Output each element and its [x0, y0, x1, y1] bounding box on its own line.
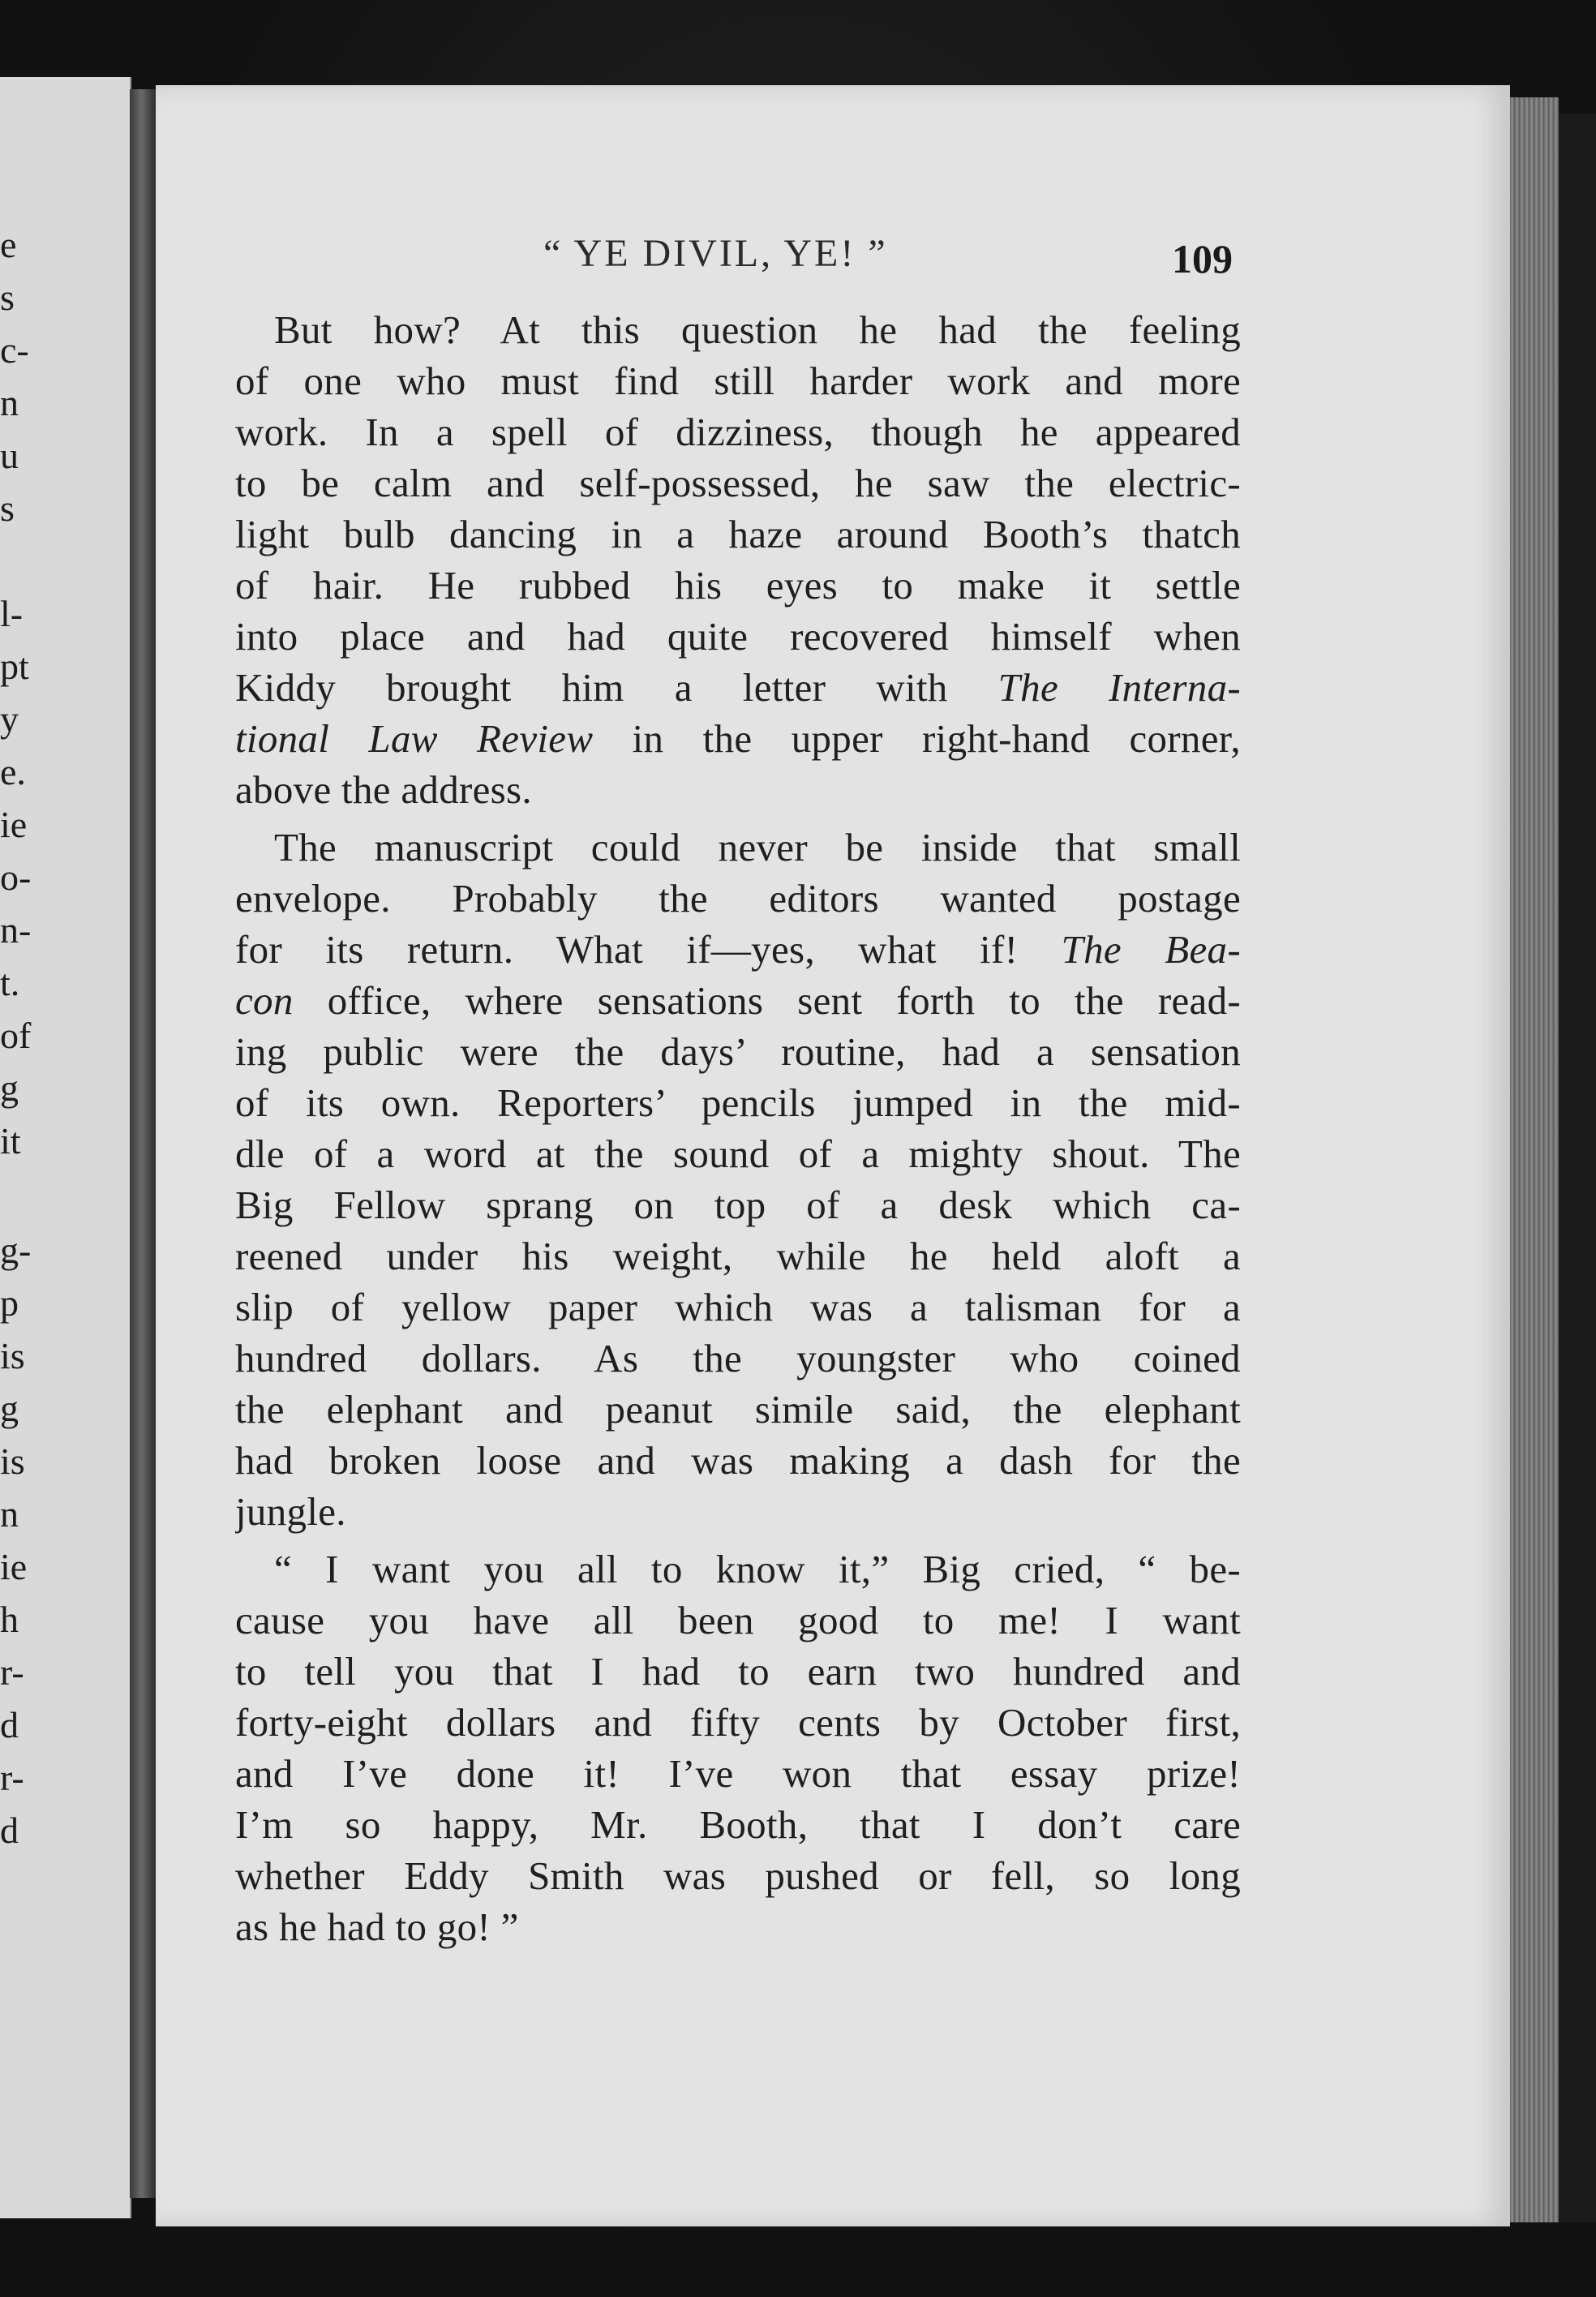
- facing-page-fragment: o-: [0, 857, 32, 898]
- text-line: [235, 1026, 1241, 1077]
- text-segment: whether Eddy Smith was pushed or fell, so long: [235, 1853, 1241, 1898]
- text-line: [235, 1128, 1241, 1179]
- text-line: [235, 611, 1241, 662]
- text-segment: cause you have all been good to me! I want: [235, 1598, 1241, 1642]
- text-segment: slip of yellow paper which was a talisman for a: [235, 1285, 1241, 1329]
- facing-page-fragment: l-: [0, 593, 24, 634]
- text-line: [235, 1646, 1241, 1697]
- text-line: [235, 662, 1241, 713]
- italic-title: The Bea-: [1061, 927, 1241, 972]
- facing-page-fragment: ie: [0, 804, 28, 845]
- text-segment: office, where sensations sent forth to the read-: [293, 978, 1241, 1023]
- text-line: [235, 1543, 1241, 1595]
- text-segment: “ I want you all to know it,” Big cried, “ be-: [274, 1547, 1241, 1591]
- text-line: [235, 1595, 1241, 1646]
- facing-page-fragment: r-: [0, 1651, 24, 1693]
- text-line: [235, 406, 1241, 457]
- text-segment: had broken loose and was making a dash for the: [235, 1438, 1241, 1483]
- text-line: [235, 822, 1241, 873]
- facing-page-fragment: g: [0, 1067, 19, 1109]
- text-segment: into place and had quite recovered himself when: [235, 614, 1241, 659]
- text-line: [235, 924, 1241, 975]
- text-segment: envelope. Probably the editors wanted postage: [235, 876, 1241, 921]
- text-line: [235, 713, 1241, 764]
- text-line: [235, 1230, 1241, 1282]
- text-segment: for its return. What if—yes, what if!: [235, 927, 1062, 972]
- book-gutter: [130, 89, 156, 2198]
- text-segment: Kiddy brought him a letter with: [235, 665, 998, 710]
- facing-page-fragment: g: [0, 1388, 19, 1429]
- italic-title: The Interna-: [998, 665, 1241, 710]
- text-line: [235, 873, 1241, 924]
- facing-page-fragment: is: [0, 1335, 25, 1376]
- text-segment: above the address.: [235, 767, 532, 812]
- text-segment: The manuscript could never be inside that small: [274, 825, 1241, 869]
- facing-page-fragment: e: [0, 224, 17, 265]
- facing-page-fragment: pt: [0, 646, 29, 687]
- text-segment: of one who must find still harder work and more: [235, 359, 1241, 403]
- text-segment: reened under his weight, while he held aloft a: [235, 1234, 1241, 1278]
- text-segment: in the upper right-hand corner,: [593, 716, 1241, 761]
- text-segment: hundred dollars. As the youngster who coined: [235, 1336, 1241, 1380]
- text-segment: I’m so happy, Mr. Booth, that I don’t care: [235, 1802, 1241, 1847]
- facing-page-fragment: p: [0, 1282, 19, 1324]
- text-line: [235, 1486, 1241, 1537]
- text-line: [235, 1077, 1241, 1128]
- facing-page-fragment: h: [0, 1599, 19, 1640]
- facing-page-fragment: r-: [0, 1757, 24, 1798]
- facing-page-fragment: is: [0, 1440, 25, 1482]
- facing-page-fragment: s: [0, 487, 15, 529]
- facing-page-fragment: of: [0, 1015, 32, 1056]
- facing-page-fragment: it: [0, 1120, 21, 1161]
- italic-title: tional Law Review: [235, 716, 594, 761]
- italic-title: con: [235, 978, 294, 1023]
- page-edges-shadow: [1559, 114, 1596, 2222]
- text-segment: the elephant and peanut simile said, the elephant: [235, 1387, 1241, 1432]
- running-head: “ YE DIVIL, YE! ”: [543, 232, 888, 275]
- text-segment: forty-eight dollars and fifty cents by October first,: [235, 1700, 1241, 1745]
- text-segment: work. In a spell of dizziness, though he appeared: [235, 410, 1241, 454]
- facing-page-fragment: d: [0, 1810, 19, 1851]
- text-line: [235, 457, 1241, 509]
- text-segment: But how? At this question he had the feeling: [274, 307, 1241, 352]
- text-line: [235, 1697, 1241, 1748]
- text-segment: to be calm and self-possessed, he saw the electric-: [235, 461, 1241, 505]
- text-segment: Big Fellow sprang on top of a desk which ca-: [235, 1183, 1241, 1227]
- facing-page-fragment: d: [0, 1704, 19, 1745]
- facing-page-fragment: n: [0, 382, 19, 423]
- text-line: [235, 1282, 1241, 1333]
- text-line: [235, 355, 1241, 406]
- facing-page-fragment: n: [0, 1493, 19, 1535]
- text-segment: of hair. He rubbed his eyes to make it settle: [235, 563, 1241, 608]
- facing-page-fragment: s: [0, 277, 15, 318]
- text-line: [235, 975, 1241, 1026]
- text-line: [235, 1435, 1241, 1486]
- text-line: [235, 764, 1241, 815]
- text-line: [235, 1799, 1241, 1850]
- text-line: [235, 509, 1241, 560]
- facing-page-fragment: c-: [0, 329, 29, 371]
- text-segment: of its own. Reporters’ pencils jumped in the mid-: [235, 1080, 1241, 1125]
- text-segment: as he had to go! ”: [235, 1904, 519, 1949]
- text-segment: to tell you that I had to earn two hundred and: [235, 1649, 1241, 1694]
- facing-page-fragment: ie: [0, 1546, 28, 1587]
- facing-page-fragment: n-: [0, 909, 32, 951]
- text-line: [235, 560, 1241, 611]
- text-line: [235, 1850, 1241, 1901]
- page-edges: [1510, 97, 1559, 2222]
- text-segment: light bulb dancing in a haze around Booth’s thatch: [235, 512, 1241, 556]
- text-line: [235, 1333, 1241, 1384]
- text-segment: jungle.: [235, 1489, 346, 1534]
- text-line: [235, 1384, 1241, 1435]
- facing-page-fragment: g-: [0, 1230, 32, 1271]
- text-line: [235, 304, 1241, 355]
- text-segment: and I’ve done it! I’ve won that essay prize!: [235, 1751, 1241, 1796]
- facing-page-left: [0, 77, 131, 2218]
- text-segment: ing public were the days’ routine, had a sensation: [235, 1029, 1241, 1074]
- facing-page-fragment: u: [0, 435, 19, 476]
- text-segment: dle of a word at the sound of a mighty shout. The: [235, 1131, 1241, 1176]
- facing-page-fragment: e.: [0, 751, 26, 792]
- text-line: [235, 1748, 1241, 1799]
- text-line: [235, 1901, 1241, 1952]
- text-line: [235, 1179, 1241, 1230]
- facing-page-fragment: y: [0, 698, 19, 740]
- facing-page-fragment: t.: [0, 962, 20, 1003]
- body-text: [235, 304, 1241, 1959]
- page-number: 109: [1172, 236, 1233, 281]
